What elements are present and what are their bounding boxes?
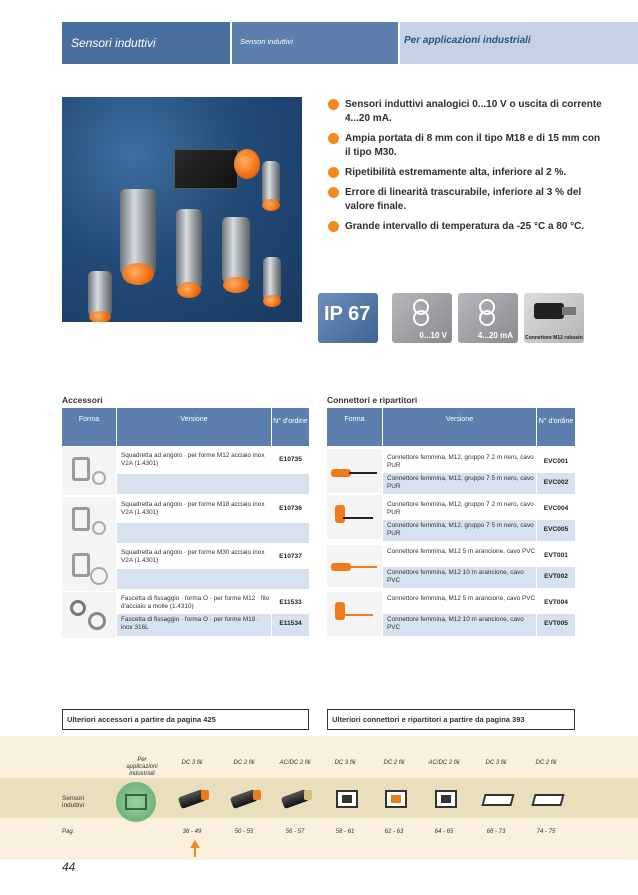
order-code: E10735	[279, 456, 302, 463]
angle-bracket-m12-image	[62, 447, 116, 495]
product-photo	[62, 97, 302, 322]
strip-left-label: Sensori induttivi	[62, 795, 85, 809]
cylindrical-sensor-icon	[177, 788, 211, 810]
feature-item: Ampia portata di 8 mm con il tipo M18 e di 15 mm con il tipo M30.	[327, 132, 607, 160]
category-col-1: DC 3 fili	[181, 760, 203, 766]
category-col-6: AC/DC 2 fili	[428, 760, 460, 766]
page-range: 58 - 61	[335, 829, 355, 835]
connectors-more-link[interactable]: Ulteriori connettori e ripartitori a partire da pagina 393	[327, 709, 575, 730]
category-col-8: DC 2 fili	[535, 760, 557, 766]
order-code: EVT004	[544, 599, 568, 606]
page-header	[62, 22, 638, 64]
order-code: EVC001	[543, 458, 569, 465]
rectangular-sensor-icon	[429, 788, 463, 810]
table-row: Connettore femmina, M12, gruppo 7 2 m nero, cavo PUR	[387, 454, 534, 469]
angled-connector-orange-image	[327, 592, 382, 636]
order-code: EVC005	[537, 520, 575, 541]
feature-list	[327, 98, 607, 240]
pages-label: Pag.	[62, 829, 75, 835]
page-number: 44	[62, 860, 76, 874]
order-code: EVT005	[537, 614, 575, 636]
block-sensor-icon	[481, 788, 515, 810]
accessories-title: Accessori	[62, 395, 103, 405]
angle-bracket-m18-image	[62, 497, 116, 545]
feature-item: Ripetibilità estremamente alta, inferiore al 2 %.	[327, 166, 607, 180]
order-code: EVT002	[537, 567, 575, 588]
table-row: Connettore femmina, M12, gruppo 7 2 m nero, cavo PUR	[387, 501, 534, 516]
order-code: EVC002	[537, 473, 575, 494]
page-range: 64 - 65	[434, 829, 454, 835]
page-range: 56 - 57	[285, 829, 305, 835]
order-code: EVC004	[543, 505, 569, 512]
table-row: Connettore femmina, M12 10 m arancione, cavo PVC	[383, 567, 536, 588]
order-code: EVT001	[544, 552, 568, 559]
cylindrical-sensor-icon	[280, 788, 314, 810]
feature-item: Errore di linearità trascurabile, inferiore al 3 % del valore finale.	[327, 186, 607, 214]
rectangular-sensor-icon	[379, 788, 413, 810]
table-row: Squadretta ad angolo · per forme M12 acciaio inox V2A (1.4301)	[121, 452, 265, 467]
order-code: E11534	[272, 614, 309, 636]
order-code: E10737	[279, 553, 302, 560]
table-row: Connettore femmina, M12 5 m arancione, cavo PVC	[387, 548, 536, 555]
header-main-title: Sensori induttivi	[62, 22, 230, 64]
m12-connector-label: Connettore M12 robusto	[525, 335, 583, 341]
accessories-more-link[interactable]: Ulteriori accessori a partire da pagina 425	[62, 709, 309, 730]
accessories-col-forma: Forma	[62, 408, 116, 446]
order-code: E10736	[279, 505, 302, 512]
table-row: Squadretta ad angolo · per forme M18 acciaio inox V2A (1.4301)	[121, 501, 265, 516]
category-col-4: DC 3 fili	[334, 760, 356, 766]
table-row: Connettore femmina, M12 10 m arancione, cavo PVC	[383, 614, 536, 636]
table-row: Squadretta ad angolo · per forme M30 acciaio inox V2A (1.4301)	[121, 549, 265, 564]
voltage-output-label: 0...10 V	[419, 331, 447, 340]
header-category: Per applicazioni industriali	[400, 22, 638, 64]
page-range: 36 - 49	[182, 829, 202, 835]
current-output-icon	[458, 293, 518, 343]
table-row: Fascetta di fissaggio · forma O · per forme M18 · inox 316L	[117, 614, 271, 636]
connectors-title: Connettori e ripartitori	[327, 395, 418, 405]
category-col-7: DC 3 fili	[485, 760, 507, 766]
order-code: E11533	[279, 599, 302, 606]
connectors-col-forma: Forma	[327, 408, 382, 446]
accessories-col-versione: Versione	[117, 408, 271, 446]
feature-item: Sensori induttivi analogici 0...10 V o uscita di corrente 4...20 mA.	[327, 98, 607, 126]
category-col-3: AC/DC 2 fili	[279, 760, 311, 766]
m12-connector-icon	[524, 293, 584, 343]
angle-bracket-m30-image	[62, 545, 116, 591]
page-range: 50 - 55	[234, 829, 254, 835]
feature-item: Grande intervallo di temperatura da -25 °C a 80 °C.	[327, 220, 607, 234]
angled-connector-black-image	[327, 495, 382, 539]
header-subtitle: Sensori induttivi	[232, 22, 398, 64]
category-col-5: DC 2 fili	[383, 760, 405, 766]
table-row: Connettore femmina, M12 5 m arancione, cavo PVC	[387, 595, 536, 602]
cylindrical-sensor-icon	[229, 788, 263, 810]
page-range: 74 - 75	[536, 829, 556, 835]
fixing-clip-image	[62, 592, 116, 638]
category-label: Per applicazioni industriali	[126, 757, 158, 777]
accessories-col-ordine: N° d'ordine	[272, 408, 309, 446]
ip67-icon: IP 67	[318, 293, 378, 343]
category-col-2: DC 2 fili	[233, 760, 255, 766]
current-output-label: 4...20 mA	[477, 331, 513, 340]
table-row: Connettore femmina, M12, gruppo 7 5 m nero, cavo PUR	[383, 473, 536, 494]
table-row: Connettore femmina, M12, gruppo 7 5 m nero, cavo PUR	[383, 520, 536, 541]
straight-connector-orange-image	[327, 545, 382, 587]
table-row: Fascetta di fissaggio · forma O · per forme M12 · filo d'acciaio a molle (1.4310)	[121, 595, 270, 610]
industrial-applications-icon	[116, 782, 156, 822]
connectors-col-versione: Versione	[383, 408, 536, 446]
voltage-output-icon	[392, 293, 452, 343]
page-range: 66 - 73	[486, 829, 506, 835]
connectors-col-ordine: N° d'ordine	[537, 408, 575, 446]
page-range: 62 - 63	[384, 829, 404, 835]
straight-connector-black-image	[327, 449, 382, 493]
block-sensor-icon	[531, 788, 565, 810]
rectangular-sensor-icon	[330, 788, 364, 810]
